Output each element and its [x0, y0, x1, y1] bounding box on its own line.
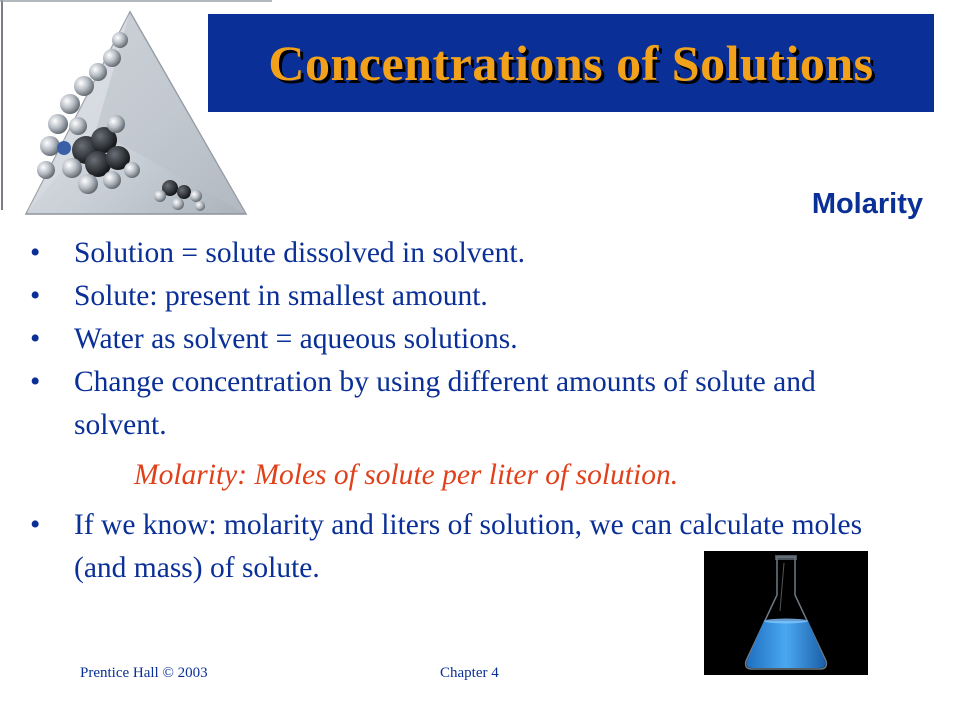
bullet-glyph: • [30, 366, 41, 398]
bullet-text: Solute: present in smallest amount. [74, 280, 488, 312]
slide-title: Concentrations of Solutions [268, 35, 874, 91]
bullet-text: Change concentration by using different amounts of solute and solvent. [74, 366, 816, 441]
title-banner [208, 14, 934, 112]
bullet-glyph: • [30, 323, 41, 355]
bullet-glyph: • [30, 237, 41, 269]
bullet-text: Solution = solute dissolved in solvent. [74, 237, 525, 269]
bullet-item [30, 318, 900, 361]
bullet-glyph: • [30, 509, 41, 541]
bullet-list [30, 232, 900, 447]
erlenmeyer-flask-icon [704, 551, 868, 675]
footer-chapter: Chapter 4 [440, 665, 499, 681]
bullet-text: Water as solvent = aqueous solutions. [74, 323, 518, 355]
bullet-item [30, 275, 900, 318]
bullet-item [30, 232, 900, 275]
slide-subtitle: Molarity [811, 188, 923, 220]
molarity-definition: Molarity: Moles of solute per liter of solution. [134, 459, 679, 491]
bullet-text: If we know: molarity and liters of solution, we can calculate moles (and mass) of solute. [74, 509, 863, 584]
bullet-glyph: • [30, 280, 41, 312]
footer-publisher: Prentice Hall © 2003 [80, 665, 208, 681]
bullet-item [30, 361, 900, 447]
